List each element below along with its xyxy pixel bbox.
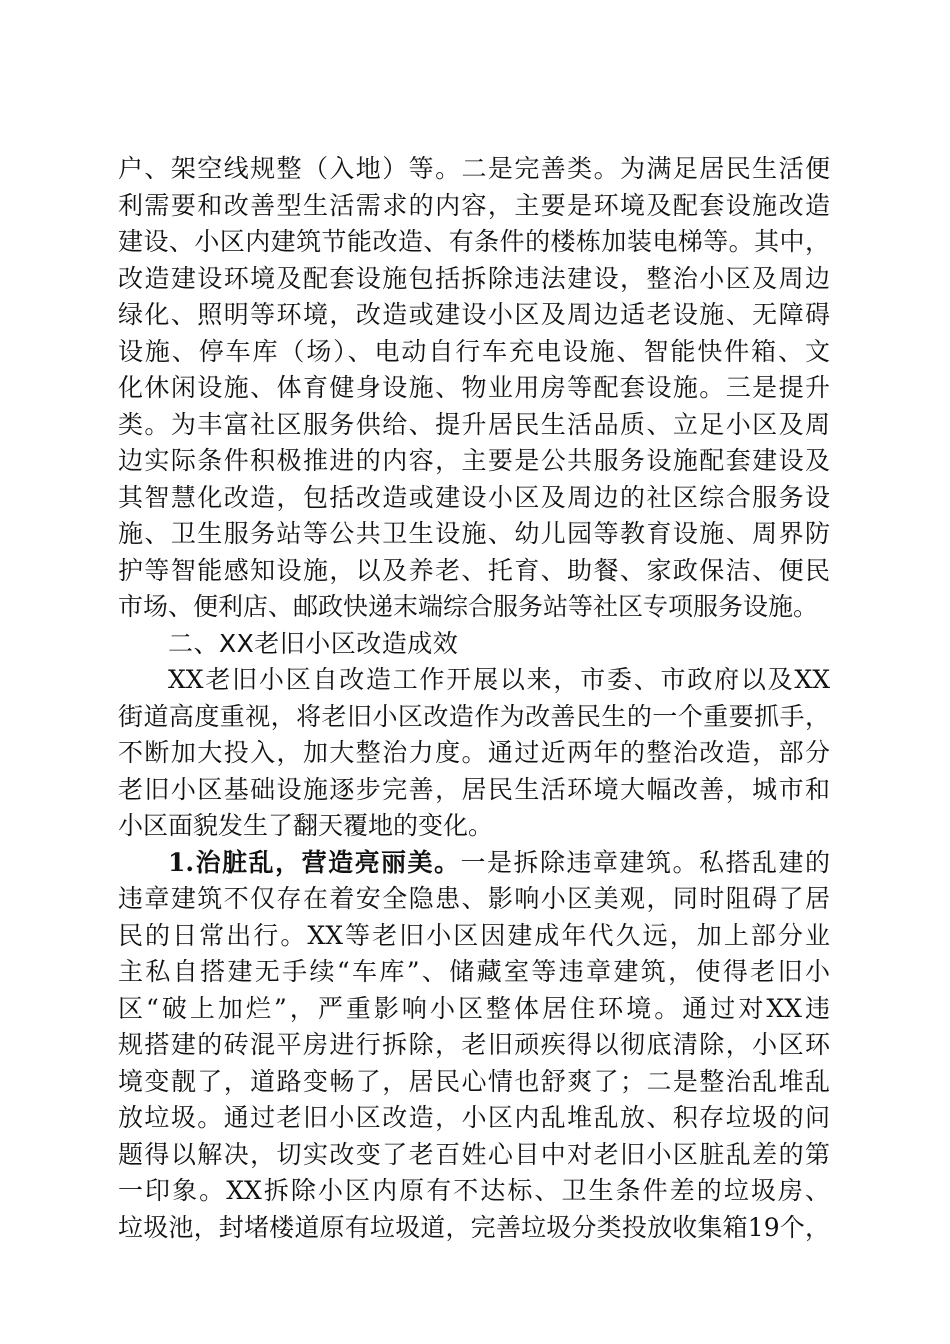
paragraph-line: 违章建筑不仅存在着安全隐患、影响小区美观，同时阻碍了居 (118, 884, 830, 913)
paragraph-line: 一印象。XX拆除小区内原有不达标、卫生条件差的垃圾房、 (118, 1176, 830, 1205)
paragraph-line: 改造建设环境及配套设施包括拆除违法建设，整治小区及周边 (118, 263, 830, 293)
paragraph-line: 化休闲设施、体育健身设施、物业用房等配套设施。三是提升 (118, 373, 830, 402)
paragraph-line: 其智慧化改造，包括改造或建设小区及周边的社区综合服务设 (118, 482, 830, 512)
paragraph-line: 市场、便利店、邮政快递末端综合服务站等社区专项服务设施。 (118, 592, 819, 621)
document-body (118, 151, 830, 1246)
paragraph-line: 类。为丰富社区服务供给、提升居民生活品质、立足小区及周 (118, 409, 830, 439)
section-heading: 二、XX老旧小区改造成效 (168, 628, 459, 658)
paragraph-line: 规搭建的砖混平房进行拆除，老旧顽疾得以彻底清除，小区环 (118, 1030, 830, 1059)
paragraph-line: 区“破上加烂”，严重影响小区整体居住环境。通过对XX违 (118, 993, 830, 1023)
paragraph-clean-up (118, 845, 830, 1247)
paragraph-line: 利需要和改善型生活需求的内容，主要是环境及配套设施改造 (118, 190, 830, 220)
paragraph-line: 不断加大投入，加大整治力度。通过近两年的整治改造，部分 (118, 738, 830, 767)
paragraph-renovation-categories (118, 151, 830, 626)
paragraph-line: 放垃圾。通过老旧小区改造，小区内乱堆乱放、积存垃圾的问 (118, 1103, 830, 1132)
paragraph-first-line (118, 845, 830, 882)
subsection-heading: 1.治脏乱，营造亮丽美。 (168, 847, 461, 877)
paragraph-line: XX老旧小区自改造工作开展以来，市委、市政府以及XX (168, 665, 830, 694)
paragraph-line: 设施、停车库（场）、电动自行车充电设施、智能快件箱、文 (118, 336, 830, 366)
paragraph-line: 建设、小区内建筑节能改造、有条件的楼栋加装电梯等。其中， (118, 227, 830, 256)
paragraph-line: 边实际条件积极推进的内容，主要是公共服务设施配套建设及 (118, 446, 830, 475)
paragraph-line: 垃圾池，封堵楼道原有垃圾道，完善垃圾分类投放收集箱19个， (118, 1212, 830, 1242)
paragraph-line: 主私自搭建无手续“车库”、储藏室等违章建筑，使得老旧小 (118, 957, 830, 986)
paragraph-line: 街道高度重视，将老旧小区改造作为改善民生的一个重要抓手， (118, 701, 830, 731)
paragraph-line-rest: 一是拆除违章建筑。私搭乱建的 (460, 847, 830, 877)
paragraph-line: 老旧小区基础设施逐步完善，居民生活环境大幅改善，城市和 (118, 774, 830, 804)
paragraph-line: 绿化、照明等环境，改造或建设小区及周边适老设施、无障碍 (118, 300, 830, 329)
paragraph-line: 施、卫生服务站等公共卫生设施、幼儿园等教育设施、周界防 (118, 519, 830, 548)
paragraph-renovation-overview (118, 662, 830, 845)
paragraph-line: 护等智能感知设施，以及养老、托育、助餐、家政保洁、便民 (118, 555, 830, 585)
paragraph-line: 题得以解决，切实改变了老百姓心目中对老旧小区脏乱差的第 (118, 1139, 830, 1169)
paragraph-line: 小区面貌发生了翻天覆地的变化。 (118, 811, 494, 840)
paragraph-line: 户、架空线规整（入地）等。二是完善类。为满足居民生活便 (118, 154, 830, 183)
paragraph-line: 境变靓了，道路变畅了，居民心情也舒爽了；二是整治乱堆乱 (118, 1066, 830, 1096)
paragraph-line: 民的日常出行。XX等老旧小区因建成年代久远，加上部分业 (118, 920, 830, 950)
